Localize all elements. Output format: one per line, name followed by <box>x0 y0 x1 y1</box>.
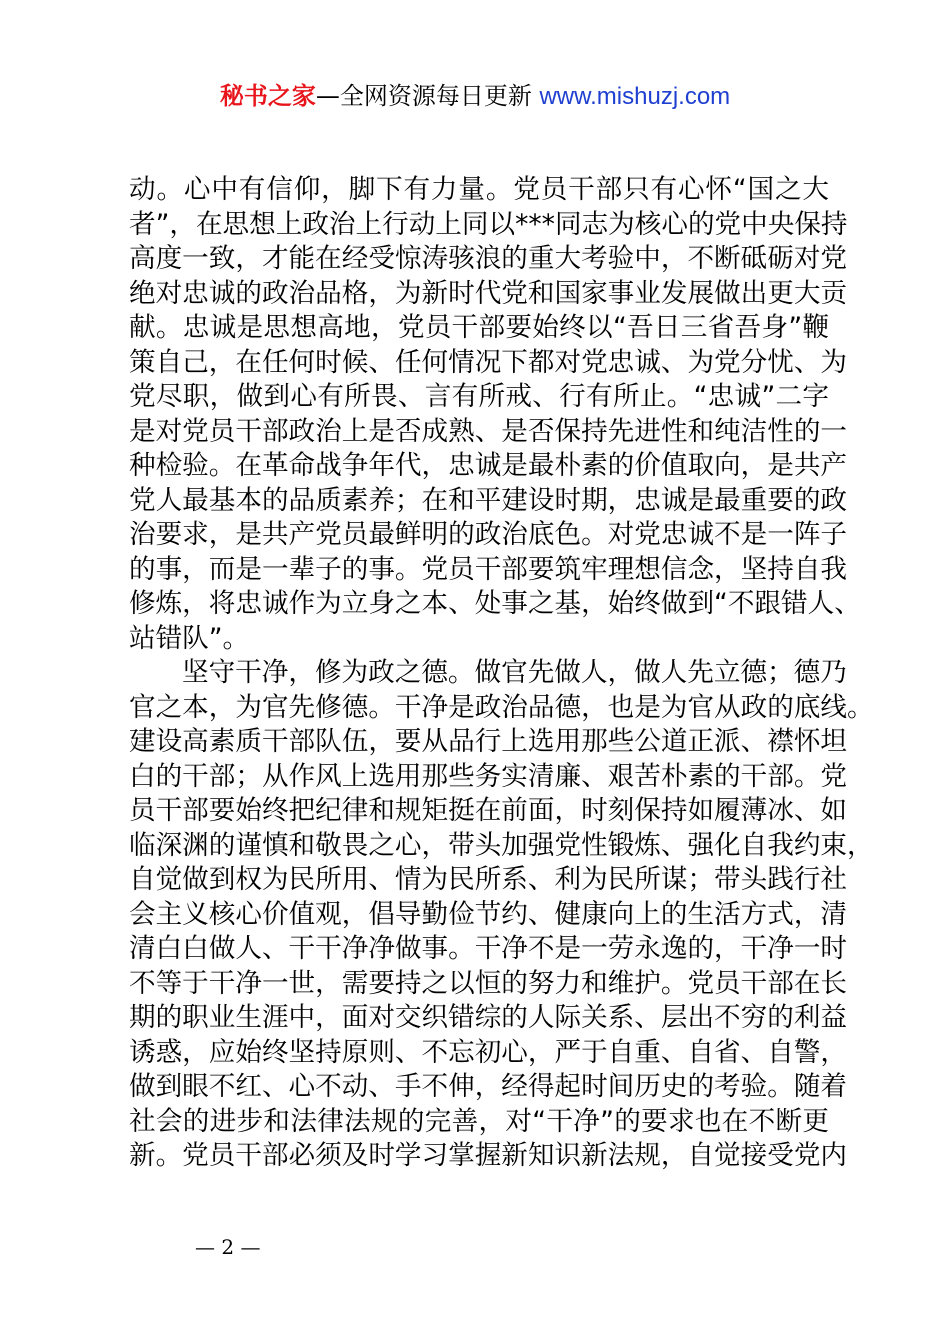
body-line: 白的干部；从作风上选用那些务实清廉、艰苦朴素的干部。党 <box>129 760 848 792</box>
document-body <box>129 173 874 1174</box>
body-line: 自觉做到权为民所用、情为民所系、利为民所谋；带头践行社 <box>129 864 848 895</box>
body-line: 临深渊的谨慎和敬畏之心，带头加强党性锻炼、强化自我约束， <box>129 829 874 861</box>
body-line: 官之本，为官先修德。干净是政治品德，也是为官从政的底线。 <box>129 691 874 723</box>
site-header <box>0 80 950 113</box>
body-line: 会主义核心价值观，倡导勤俭节约、健康向上的生活方式，清 <box>129 898 848 930</box>
body-line: 动。心中有信仰，脚下有力量。党员干部只有心怀“国之大 <box>129 174 829 205</box>
body-line: 员干部要始终把纪律和规矩挺在前面，时刻保持如履薄冰、如 <box>129 795 848 826</box>
body-line: 新。党员干部必须及时学习掌握新知识新法规，自觉接受党内 <box>129 1140 848 1171</box>
body-line: 站错队”。 <box>129 622 250 654</box>
body-line: 绝对忠诚的政治品格，为新时代党和国家事业发展做出更大贡 <box>129 277 848 309</box>
brand-name: 秘书之家 <box>219 82 316 110</box>
body-line: 清白白做人、干干净净做事。干净不是一劳永逸的，干净一时 <box>129 933 848 964</box>
body-line: 高度一致，才能在经受惊涛骇浪的重大考验中，不断砥砺对党 <box>129 243 848 274</box>
body-line: 不等于干净一世，需要持之以恒的努力和维护。党员干部在长 <box>129 967 848 999</box>
body-line: 种检验。在革命战争年代，忠诚是最朴素的价值取向，是共产 <box>129 450 848 481</box>
body-line: 诱惑，应始终坚持原则、不忘初心，严于自重、自省、自警， <box>129 1036 848 1068</box>
body-line: 是对党员干部政治上是否成熟、是否保持先进性和纯洁性的一 <box>129 415 848 447</box>
body-line: 期的职业生涯中，面对交织错综的人际关系、层出不穷的利益 <box>129 1002 848 1033</box>
page-number: — 2 — <box>195 1235 261 1259</box>
body-line: 做到眼不红、心不动、手不伸，经得起时间历史的考验。随着 <box>129 1071 848 1102</box>
body-line: 党人最基本的品质素养；在和平建设时期，忠诚是最重要的政 <box>129 484 848 516</box>
body-line: 修炼，将忠诚作为立身之本、处事之基，始终做到“不跟错人、 <box>129 588 861 619</box>
site-url-link[interactable]: www.mishuzj.com <box>539 83 731 110</box>
body-line: 党尽职，做到心有所畏、言有所戒、行有所止。“忠诚”二字 <box>129 381 829 412</box>
body-line: 的事，而是一辈子的事。党员干部要筑牢理想信念，坚持自我 <box>129 553 848 585</box>
header-tagline: —全网资源每日更新 <box>315 82 540 110</box>
body-line: 建设高素质干部队伍，要从品行上选用那些公道正派、襟怀坦 <box>129 726 848 757</box>
body-line: 献。忠诚是思想高地，党员干部要始终以“吾日三省吾身”鞭 <box>129 312 829 343</box>
paragraph-first-line: 坚守干净，修为政之德。做官先做人，做人先立德；德乃 <box>182 657 847 688</box>
body-line: 者”，在思想上政治上行动上同以***同志为核心的党中央保持 <box>129 208 848 240</box>
body-line: 社会的进步和法律法规的完善，对“干净”的要求也在不断更 <box>129 1105 829 1137</box>
body-line: 治要求，是共产党员最鲜明的政治底色。对党忠诚不是一阵子 <box>129 519 848 550</box>
body-line: 策自己，在任何时候、任何情况下都对党忠诚、为党分忧、为 <box>129 346 848 378</box>
